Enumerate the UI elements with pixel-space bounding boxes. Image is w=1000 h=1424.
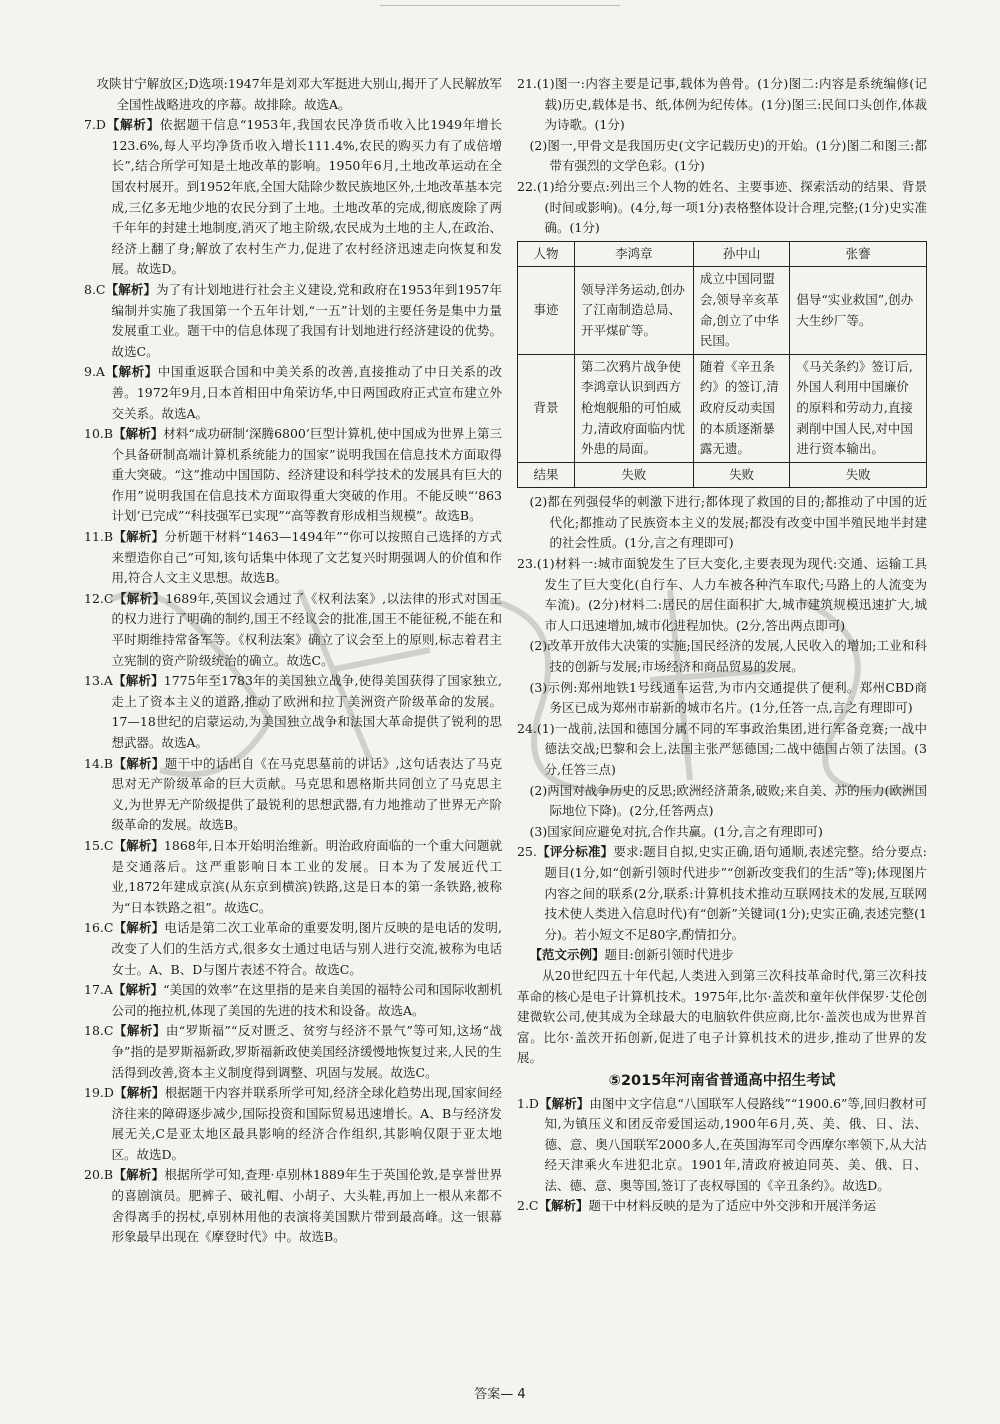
answer-item xyxy=(517,1196,927,1217)
answer-text: 1689年,英国议会通过了《权利法案》,以法律的形式对国王的权力进行了明确的制约,国王不经议会的批准,国王不能征税,不能在和平时期维持常备军等。《权利法案》确立了议会至上的原则,标志着君主立宪制的资产阶级统治的确立。故选C。 xyxy=(111,590,502,668)
answer-item xyxy=(84,115,502,280)
table-cell: 倡导“实业救国”,创办大生纱厂等。 xyxy=(790,267,927,354)
answer-tag: 【解析】 xyxy=(538,1198,589,1214)
answer-item xyxy=(517,822,927,843)
answer-text: (3)国家间应避免对抗,合作共赢。(1分,言之有理即可) xyxy=(529,823,823,839)
answer-item xyxy=(517,678,927,719)
answer-text: (2)都在列强侵华的刺激下进行;都体现了救国的目的;都推动了中国的近代化;都推动了民族资本主义的发展;都没有改变中国半殖民地半封建的社会性质。(1分,言之有理即可) xyxy=(529,494,927,551)
answer-tag: 【范文示例】 xyxy=(529,947,605,963)
answer-item xyxy=(84,918,502,980)
answer-text: (2)改革开放伟大决策的实施;国民经济的发展,人民收入的增加;工业和科技的创新与发展;市场经济和商品贸易的发展。 xyxy=(529,638,927,675)
table-header-cell: 张謇 xyxy=(790,241,927,267)
answer-text: 题干中的话出自《在马克思墓前的讲话》,这句话表达了马克思对无产阶级革命的巨大贡献。马克思和恩格斯共同创立了马克思主义,为世界无产阶级提供了最锐利的思想武器,有力地推动了世界无产阶级革命的发展。故选B。 xyxy=(111,755,502,833)
answer-text: 攻陕甘宁解放区;D选项:1947年是刘邓大军挺进大别山,揭开了人民解放军全国性战略进攻的序幕。故排除。故选A。 xyxy=(96,76,502,112)
answer-item xyxy=(517,966,927,1069)
right-mid-answers xyxy=(517,492,927,1069)
answer-text: (1)图一:内容主要是记事,载体为兽骨。(1分)图二:内容是系统编修(记载)历史,载体是书、纸,体例为纪传体。(1分)图三:民间口头创作,体裁为诗歌。(1分) xyxy=(536,76,927,133)
answer-number: 19.D xyxy=(84,1085,114,1101)
answer-text: (1)给分要点:列出三个人物的姓名、主要事迹、探索活动的结果、背景(时间或影响)。(4分,每一项1分)表格整体设计合理,完整;(1分)史实准确。(1分) xyxy=(536,178,927,236)
table-cell: 成立中国同盟会,领导辛亥革命,创立了中华民国。 xyxy=(693,267,790,354)
answer-text: 1775年至1783年的美国独立战争,使得美国获得了国家独立,走上了资本主义的道路,推动了欧洲和拉丁美洲资产阶级革命的发展。17—18世纪的启蒙运动,为美国独立战争和法国大革命提供了锐利的思想武器。故选A。 xyxy=(111,673,502,750)
answer-item xyxy=(84,980,502,1021)
answer-number: 22. xyxy=(517,178,537,194)
table-header-cell: 孙中山 xyxy=(693,241,790,267)
answer-text: 题目:创新引领时代进步 xyxy=(604,947,734,963)
answer-tag: 【解析】 xyxy=(113,755,165,771)
answer-tag: 【解析】 xyxy=(113,426,164,442)
right-top-answers xyxy=(517,74,927,239)
answer-number: 2.C xyxy=(517,1198,539,1214)
answer-number: 9.A xyxy=(84,364,105,380)
answer-number: 1.D xyxy=(517,1095,539,1111)
answer-text: 电话是第二次工业革命的重要发明,图片反映的是电话的发明,改变了人们的生活方式,很多女士通过电话与别人进行交流,被称为电话女士。A、B、D与图片表述不符合。故选C。 xyxy=(111,920,502,977)
answer-tag: 【评分标准】 xyxy=(536,844,614,860)
answer-text: 分析题干材料“1463—1494年”“你可以按照自己选择的方式来塑造你自己”可知,该句话集中体现了文艺复兴时期强调人的价值和作用,符合人文主义思想。故选B。 xyxy=(111,529,502,586)
row-label: 背景 xyxy=(518,354,575,462)
answer-tag: 【解析】 xyxy=(113,529,165,545)
table-header-cell: 李鸿章 xyxy=(575,241,694,267)
top-rule xyxy=(380,5,620,6)
table-header-cell: 人物 xyxy=(518,241,575,267)
answer-tag: 【解析】 xyxy=(113,1085,165,1101)
answer-text: (2)两国对战争历史的反思;欧洲经济萧条,破败;来自美、苏的压力(欧洲国际地位下降)。(2分,任答两点) xyxy=(529,782,927,819)
answer-item xyxy=(84,280,502,362)
answer-tag: 【解析】 xyxy=(105,281,157,297)
answer-number: 15.C xyxy=(84,837,114,853)
answer-number: 7.D xyxy=(84,117,106,133)
answer-item xyxy=(517,554,927,636)
table-cell: 第二次鸦片战争使李鸿章认识到西方枪炮舰船的可怕威力,清政府面临内忧外患的局面。 xyxy=(575,354,694,462)
answer-number: 10.B xyxy=(84,426,114,442)
table-cell: 领导洋务运动,创办了江南制造总局、开平煤矿等。 xyxy=(575,267,694,354)
left-column xyxy=(84,74,502,1248)
answer-text: 为了有计划地进行社会主义建设,党和政府在1953年到1957年编制并实施了我国第一个五年计划,“一五”计划的主要任务是集中力量发展重工业。题干中的信息体现了我国有计划地进行经济建设的优势。故选C。 xyxy=(111,281,502,359)
answer-number: 24. xyxy=(517,720,537,736)
answer-tag: 【解析】 xyxy=(538,1095,590,1111)
answer-text: 由“罗斯福”“反对匮乏、贫穷与经济不景气”等可知,这场“战争”指的是罗斯福新政,罗斯福新政使美国经济缓慢地恢复过来,人民的生活得到改善,资本主义制度得到调整、巩固与发展。故选C。 xyxy=(111,1023,502,1080)
answer-tag: 【解析】 xyxy=(113,1023,166,1039)
answer-tag: 【解析】 xyxy=(113,837,164,853)
answer-item xyxy=(517,636,927,677)
table-row xyxy=(518,267,927,354)
page-footer: 答案— 4 xyxy=(474,1387,526,1402)
answer-text: 依据题干信息“1953年,我国农民净货币收入比1949年增长123.6%,每人平均净货币收入增长111.4%,农民的购买力有了成倍增长”,结合所学可知是土地改革的影响。1950年6月,土地改革运动在全国农村展开。到1952年底,全国大陆除少数民族地区外,土地改革基本完成,三亿多无地少地的农民分到了土地。土地改革的完成,彻底废除了两千年年的封建土地制度,消灭了地主阶级,农民成为土地的主人,在政治、经济上翻了身;解放了农村生产力,促进了农村经济迅速走向恢复和发展。故选D。 xyxy=(111,117,502,277)
answer-number: 25. xyxy=(517,844,537,860)
table-cell: 失败 xyxy=(790,462,927,488)
answer-text: 1868年,日本开始明治维新。明治政府面临的一个重大问题就是交通落后。这严重影响日本工业的发展。日本为了发展近代工业,1872年建成京滨(从东京到横滨)铁路,这是日本的第一条铁路,被称为“日本铁路之祖”。故选C。 xyxy=(111,837,502,915)
answer-text: 根据题干内容并联系所学可知,经济全球化趋势出现,国家间经济往来的障碍逐步减少,国际投资和国际贸易迅速增长。A、B与经济发展无关,C是亚太地区最具影响的经济合作组织,其影响仅限于亚太地区。故选D。 xyxy=(111,1085,502,1162)
answer-item xyxy=(517,1094,927,1197)
answer-text: (2)图一,甲骨文是我国历史(文字记载历史)的开始。(1分)图二和图三:都带有强烈的文学色彩。(1分) xyxy=(529,137,927,174)
answer-item xyxy=(84,1021,502,1083)
table-cell: 失败 xyxy=(575,462,694,488)
answer-text: 要求:题目自拟,史实正确,语句通顺,表述完整。给分要点:题目(1分,如“创新引领时代进步”“创新改变我们的生活”等);体现图片内容之间的联系(2分,联系:计算机技术推动互联网技术的发展,互联网技术使人类进入信息时代)有“创新”关键词(1分);史实正确,表述完整(1分)。若小短文不足80字,酌情扣分。 xyxy=(544,844,927,942)
answer-text: 从20世纪四五十年代起,人类进入到第三次科技革命时代,第三次科技革命的核心是电子计算机技术。1975年,比尔·盖茨和童年伙伴保罗·艾伦创建微软公司,使其成为全球最大的电脑软件供应商,比尔·盖茨也成为世界首富。比尔·盖茨开拓创新,促进了电子计算机技术的进步,推动了世界的发展。 xyxy=(517,967,927,1066)
answer-number: 20.B xyxy=(84,1167,114,1183)
answer-text: 中国重返联合国和中美关系的改善,直接推动了中日关系的改善。1972年9月,日本首相田中角荣访华,中日两国政府正式宣布建立外交关系。故选A。 xyxy=(111,364,502,421)
answer-item xyxy=(84,424,502,527)
figures-table xyxy=(517,241,927,489)
answer-item xyxy=(517,945,927,966)
answer-item xyxy=(517,74,927,136)
table-cell: 随着《辛丑条约》的签订,清政府反动卖国的本质逐渐暴露无遗。 xyxy=(693,354,790,462)
table-row xyxy=(518,462,927,488)
row-label: 事迹 xyxy=(518,267,575,354)
answer-text: 材料“成功研制‘深腾6800’巨型计算机,使中国成为世界上第三个具备研制高端计算机系统能力的国家”说明我国在信息技术方面取得重大突破。“这”推动中国国防、经济建设和科学技术的发展具有巨大的作用”说明我国在信息技术方面取得重大突破的作用。不能反映“‘863计划’已完成”“科技强军已实现”“高等教育形成相当规模”。故选B。 xyxy=(111,426,502,524)
answer-item xyxy=(84,74,502,115)
answer-item xyxy=(517,781,927,822)
answer-number: 13.A xyxy=(84,673,113,689)
answer-item xyxy=(517,177,927,239)
answer-text: (1)一战前,法国和德国分属不同的军事政治集团,进行军备竞赛;一战中德法交战;巴黎和会上,法国主张严惩德国;二战中德国占领了法国。(3分,任答三点) xyxy=(536,720,927,777)
answer-tag: 【解析】 xyxy=(113,1167,165,1183)
answer-item xyxy=(84,527,502,589)
answer-text: 根据所学可知,查理·卓别林1889年生于英国伦敦,是享誉世界的喜剧演员。肥裤子、破礼帽、小胡子、大头鞋,再加上一根从来都不舍得离手的拐杖,卓别林用他的表演将美国默片带到最高峰。这一银幕形象最早出现在《摩登时代》中。故选B。 xyxy=(111,1167,502,1245)
row-label: 结果 xyxy=(518,462,575,488)
answer-number: 23. xyxy=(517,556,537,572)
answer-number: 11.B xyxy=(84,529,114,545)
answer-tag: 【解析】 xyxy=(113,590,166,606)
answer-item xyxy=(517,719,927,781)
answer-item xyxy=(84,1165,502,1247)
answer-item xyxy=(84,836,502,918)
answer-text: 由图中文字信息“八国联军人侵路线”“1900.6”等,回归教材可知,为镇压义和团反帝爱国运动,1900年6月,英、美、俄、日、法、德、意、奥八国联军2000多人,在英国海军司令西摩尔率领下,从大沽经天津乘火车进犯北京。1901年,清政府被迫同英、美、俄、日、法、德、意、奥等国,签订了丧权辱国的《辛丑条约》。故选D。 xyxy=(544,1095,927,1193)
right-bottom-answers xyxy=(517,1094,927,1218)
answer-item xyxy=(517,136,927,177)
answer-item xyxy=(84,589,502,671)
answer-item xyxy=(517,492,927,554)
answer-number: 8.C xyxy=(84,281,106,297)
answer-text: “美国的效率”在这里指的是来自美国的福特公司和国际收割机公司的拖拉机,体现了美国的先进的技术和设备。故选A。 xyxy=(111,982,502,1018)
answer-text: (1)材料一:城市面貌发生了巨大变化,主要表现为现代:交通、运输工具发生了巨大变化(自行车、人力车被各种汽车取代;马路上的人流变为车流)。(2分)材料二:居民的居住面积扩大,城市建筑规模迅速扩大,城市人口迅速增加,城市化进程加快。(2分,答出两点即可) xyxy=(536,556,927,633)
answer-tag: 【解析】 xyxy=(105,117,161,133)
answer-tag: 【解析】 xyxy=(104,364,158,380)
answer-number: 18.C xyxy=(84,1023,114,1039)
answer-number: 16.C xyxy=(84,920,114,936)
answer-item xyxy=(517,842,927,945)
answer-item xyxy=(84,1083,502,1165)
answer-text: (3)示例:郑州地铁1号线通车运营,为市内交通提供了便利。郑州CBD商务区已成为郑州市崭新的城市名片。(1分,任答一点,言之有理即可) xyxy=(529,679,927,716)
section-title: ⑤2015年河南省普通高中招生考试 xyxy=(608,1072,836,1089)
answer-tag: 【解析】 xyxy=(113,920,165,936)
answer-item xyxy=(84,671,502,753)
answer-item xyxy=(84,362,502,424)
answer-number: 12.C xyxy=(84,590,114,606)
answer-tag: 【解析】 xyxy=(112,982,164,998)
table-cell: 《马关条约》签订后,外国人利用中国廉价的原料和劳动力,直接剥削中国人民,对中国进行资本输出。 xyxy=(790,354,927,462)
table-row xyxy=(518,354,927,462)
table-header-row xyxy=(518,241,927,267)
answer-tag: 【解析】 xyxy=(112,673,164,689)
table-cell: 失败 xyxy=(693,462,790,488)
answer-item xyxy=(84,754,502,836)
answer-number: 14.B xyxy=(84,755,114,771)
answer-text: 题干中材料反映的是为了适应中外交涉和开展洋务运 xyxy=(588,1198,877,1214)
answer-number: 17.A xyxy=(84,982,113,998)
right-column xyxy=(517,74,927,1217)
answer-number: 21. xyxy=(517,76,537,91)
